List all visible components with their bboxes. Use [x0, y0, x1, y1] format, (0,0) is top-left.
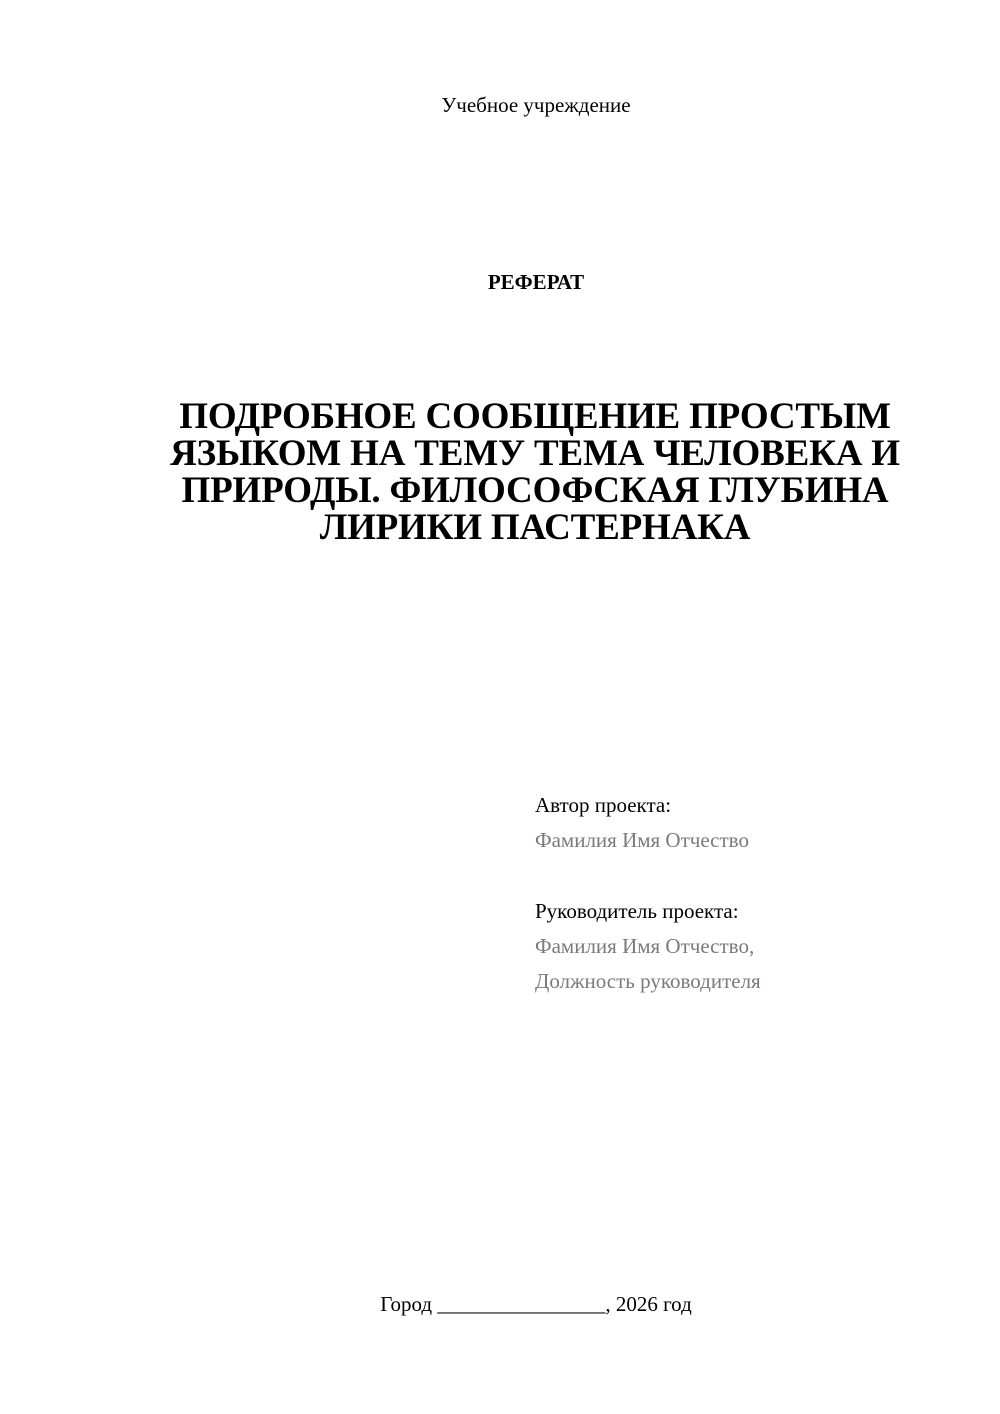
title-line: ЯЗЫКОМ НА ТЕМУ ТЕМА ЧЕЛОВЕКА И: [170, 433, 900, 474]
institution-name: Учебное учреждение: [441, 93, 631, 117]
document-type-label: РЕФЕРАТ: [487, 270, 585, 294]
project-credits: [535, 788, 975, 999]
title-line: ПРИРОДЫ. ФИЛОСОФСКАЯ ГЛУБИНА: [181, 470, 889, 511]
author-label: Автор проекта:: [535, 793, 672, 817]
supervisor-label: Руководитель проекта:: [535, 899, 739, 923]
author-name: Фамилия Имя Отчество: [535, 828, 749, 852]
supervisor-position: Должность руководителя: [535, 969, 761, 993]
document-title: [140, 398, 930, 546]
supervisor-name: Фамилия Имя Отчество,: [535, 934, 755, 958]
credits-spacer: [535, 858, 975, 894]
city-year-line: Город ________________, 2026 год: [380, 1292, 692, 1316]
title-line: ПОДРОБНОЕ СООБЩЕНИЕ ПРОСТЫМ: [179, 396, 891, 437]
title-line: ЛИРИКИ ПАСТЕРНАКА: [319, 507, 751, 548]
